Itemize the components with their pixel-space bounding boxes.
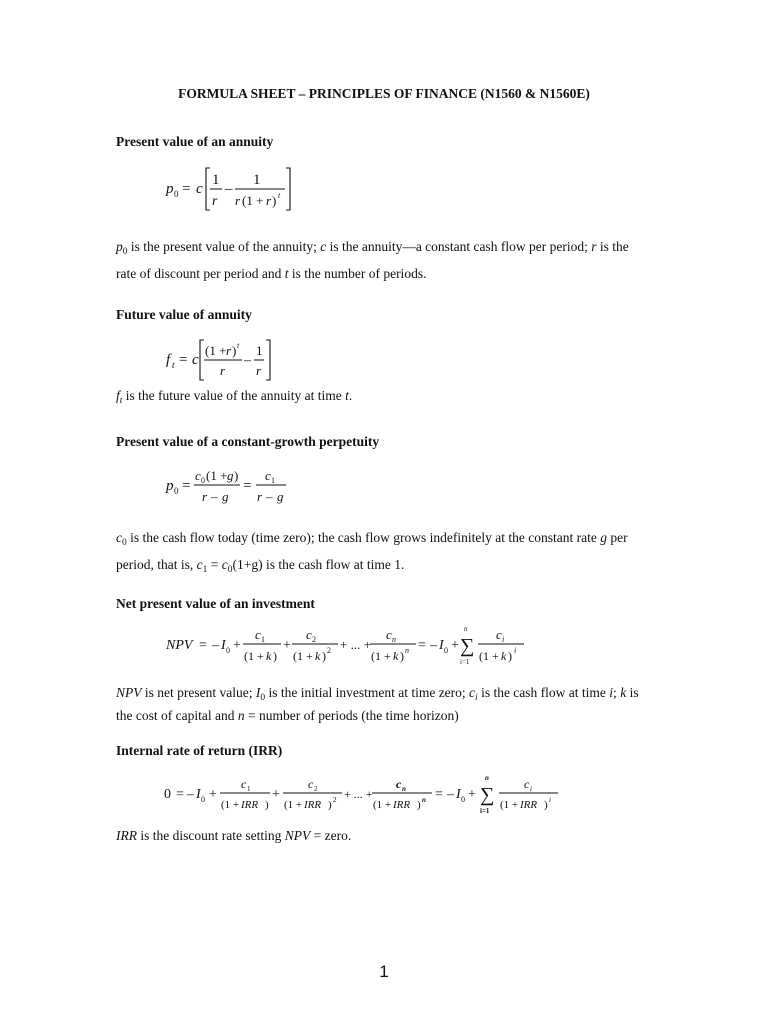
f-symbol: –	[212, 638, 219, 653]
f-symbol: IRR	[393, 799, 411, 811]
f-symbol: –	[225, 181, 233, 197]
f-symbol: =	[176, 787, 184, 802]
f-symbol: c	[308, 777, 314, 791]
f-symbol: p	[166, 181, 174, 197]
f-symbol: (1 +	[373, 799, 392, 811]
formula-irr	[162, 774, 587, 822]
f-symbol: )	[544, 799, 548, 811]
f-symbol: k	[315, 649, 321, 663]
desc-perpetuity: $c_0$ is the cash flow today (time zero); the cash flow grows indefinitely at the constant rate g per period, that is, $c_1 = c_0(1+g)$ is the cash flow at time 1.	[116, 530, 628, 575]
heading-perpetuity: Present value of a constant-growth perpetuity	[116, 434, 380, 449]
f-symbol: 0	[201, 795, 205, 804]
sigma-icon: ∑	[480, 784, 495, 806]
f-symbol: IRR	[520, 799, 538, 811]
f-symbol: i=1	[460, 658, 470, 666]
f-symbol: )	[328, 799, 332, 811]
f-symbol: r	[202, 489, 208, 504]
f-symbol: i=1	[480, 807, 490, 815]
f-symbol: –	[430, 638, 437, 653]
formula-fv-annuity	[162, 336, 282, 386]
f-symbol: i	[514, 646, 517, 655]
f-symbol: c	[196, 181, 203, 197]
page-title: FORMULA SHEET – PRINCIPLES OF FINANCE (N1560 & N1560E)	[178, 86, 590, 101]
f-symbol: + ... +	[344, 787, 373, 801]
desc-pv-annuity: $p_0$ is the present value of the annuity; c is the annuity—a constant cash flow per period; r is the rate of discount per period and t is the number of periods.	[116, 239, 629, 281]
f-symbol: p	[166, 478, 174, 494]
f-symbol: 1	[256, 343, 263, 358]
f-symbol: k	[393, 649, 399, 663]
f-symbol: c	[255, 627, 261, 642]
f-symbol: –	[447, 787, 454, 802]
f-symbol: k	[266, 649, 272, 663]
f-symbol: (1 +	[371, 649, 391, 663]
bracket-left	[200, 340, 204, 380]
heading-pv-annuity: Present value of an annuity	[116, 134, 274, 149]
f-symbol: n	[405, 646, 409, 655]
f-symbol: NPV	[166, 638, 193, 653]
f-symbol: k	[501, 649, 507, 663]
f-symbol: 1	[212, 172, 220, 188]
f-symbol: c	[306, 627, 312, 642]
formula-pv-annuity	[162, 160, 302, 220]
formula-perpetuity	[162, 464, 292, 510]
f-symbol: I	[221, 638, 226, 653]
f-symbol: +	[283, 638, 291, 653]
desc-npv: NPV is net present value; $I_0$ is the initial investment at time zero; $c_i$ is the cash flow at time i; k is the cost of capital and n = number of periods (the time horizon)	[116, 685, 639, 723]
f-symbol: IRR	[304, 799, 322, 811]
f-symbol: =	[182, 478, 191, 494]
heading-npv: Net present value of an investment	[116, 596, 315, 611]
f-symbol: =	[435, 787, 443, 802]
f-symbol: r	[257, 489, 263, 504]
f-symbol: )	[273, 649, 277, 663]
f-symbol: +	[468, 787, 476, 802]
f-symbol: t	[237, 341, 240, 350]
f-symbol: )	[400, 649, 404, 663]
f-symbol: I	[456, 787, 461, 802]
f-symbol: I	[196, 787, 201, 802]
f-symbol: n	[485, 774, 489, 782]
f-symbol: 0	[444, 646, 448, 655]
f-symbol: (1 +	[205, 343, 227, 358]
f-symbol: n	[392, 635, 396, 644]
heading-fv-annuity: Future value of annuity	[116, 307, 252, 322]
f-symbol: 2	[312, 635, 316, 644]
f-symbol: (1 +	[479, 649, 499, 663]
f-symbol: 0	[226, 646, 230, 655]
f-symbol: c	[496, 627, 502, 642]
f-symbol: r	[226, 343, 232, 358]
desc-fv-annuity: $f_t$ is the future value of the annuity at time t.	[116, 388, 353, 406]
f-symbol: r	[212, 194, 218, 209]
f-symbol: r	[220, 363, 226, 378]
f-symbol: r	[256, 363, 262, 378]
bracket-left	[206, 168, 210, 210]
f-symbol: r	[266, 193, 272, 208]
f-symbol: +	[451, 638, 459, 653]
desc-irr: IRR is the discount rate setting NPV = zero.	[116, 828, 352, 843]
f-symbol: –	[211, 489, 218, 504]
f-symbol: +	[209, 787, 217, 802]
f-symbol: )	[234, 468, 239, 483]
f-symbol: n	[402, 785, 406, 793]
f-symbol: 0	[461, 795, 465, 804]
f-symbol: )	[265, 799, 269, 811]
heading-irr: Internal rate of return (IRR)	[116, 743, 283, 758]
f-symbol: =	[182, 181, 191, 197]
f-symbol: i	[530, 785, 532, 793]
f-symbol: 0	[174, 189, 179, 199]
f-symbol: (1 +	[221, 799, 240, 811]
formula-npv	[162, 624, 532, 672]
f-symbol: 0	[201, 476, 205, 485]
f-symbol: 0	[164, 787, 171, 802]
f-symbol: 2	[327, 646, 331, 655]
f-symbol: n	[464, 625, 468, 633]
f-symbol: IRR	[241, 799, 259, 811]
f-symbol: i	[549, 796, 551, 804]
f-symbol: –	[266, 489, 273, 504]
f-symbol: r	[235, 193, 241, 208]
f-symbol: + ... +	[340, 637, 371, 652]
page-number: 1	[379, 962, 389, 981]
f-symbol: =	[418, 638, 426, 653]
sigma-icon: ∑	[460, 635, 475, 657]
f-symbol: )	[508, 649, 512, 663]
f-symbol: +	[272, 787, 280, 802]
f-symbol: g	[227, 468, 234, 483]
f-symbol: 2	[314, 785, 318, 793]
f-symbol: g	[222, 489, 229, 504]
f-symbol: (1 +	[242, 193, 264, 208]
f-symbol: (1 +	[284, 799, 303, 811]
f-symbol: c	[241, 777, 247, 791]
f-symbol: i	[502, 635, 505, 644]
f-symbol: 1	[271, 476, 275, 485]
f-symbol: (1 +	[206, 468, 228, 483]
f-symbol: c	[265, 468, 271, 483]
f-symbol: (1 +	[293, 649, 313, 663]
f-symbol: 1	[247, 785, 251, 793]
f-symbol: t	[278, 191, 281, 200]
f-symbol: 1	[261, 635, 265, 644]
f-symbol: t	[172, 360, 175, 370]
f-symbol: 1	[253, 172, 261, 188]
f-symbol: )	[417, 799, 421, 811]
f-symbol: )	[272, 193, 277, 208]
f-symbol: I	[439, 638, 444, 653]
f-symbol: )	[322, 649, 326, 663]
f-symbol: n	[422, 796, 426, 804]
f-symbol: c	[192, 352, 199, 368]
bracket-right	[266, 340, 270, 380]
f-symbol: 2	[333, 796, 337, 804]
f-symbol: (1 +	[500, 799, 519, 811]
f-symbol: c	[195, 468, 201, 483]
f-symbol: =	[179, 352, 188, 368]
f-symbol: f	[166, 352, 171, 368]
f-symbol: +	[233, 638, 241, 653]
f-symbol: 0	[174, 486, 179, 496]
f-symbol: )	[232, 343, 237, 358]
bracket-right	[286, 168, 290, 210]
f-symbol: (1 +	[244, 649, 264, 663]
f-symbol: g	[277, 489, 284, 504]
f-symbol: =	[199, 638, 207, 653]
f-symbol: c	[386, 627, 392, 642]
f-symbol: =	[243, 478, 252, 494]
f-symbol: c	[396, 777, 402, 791]
f-symbol: –	[187, 787, 194, 802]
f-symbol: –	[244, 353, 251, 368]
f-symbol: c	[524, 777, 530, 791]
